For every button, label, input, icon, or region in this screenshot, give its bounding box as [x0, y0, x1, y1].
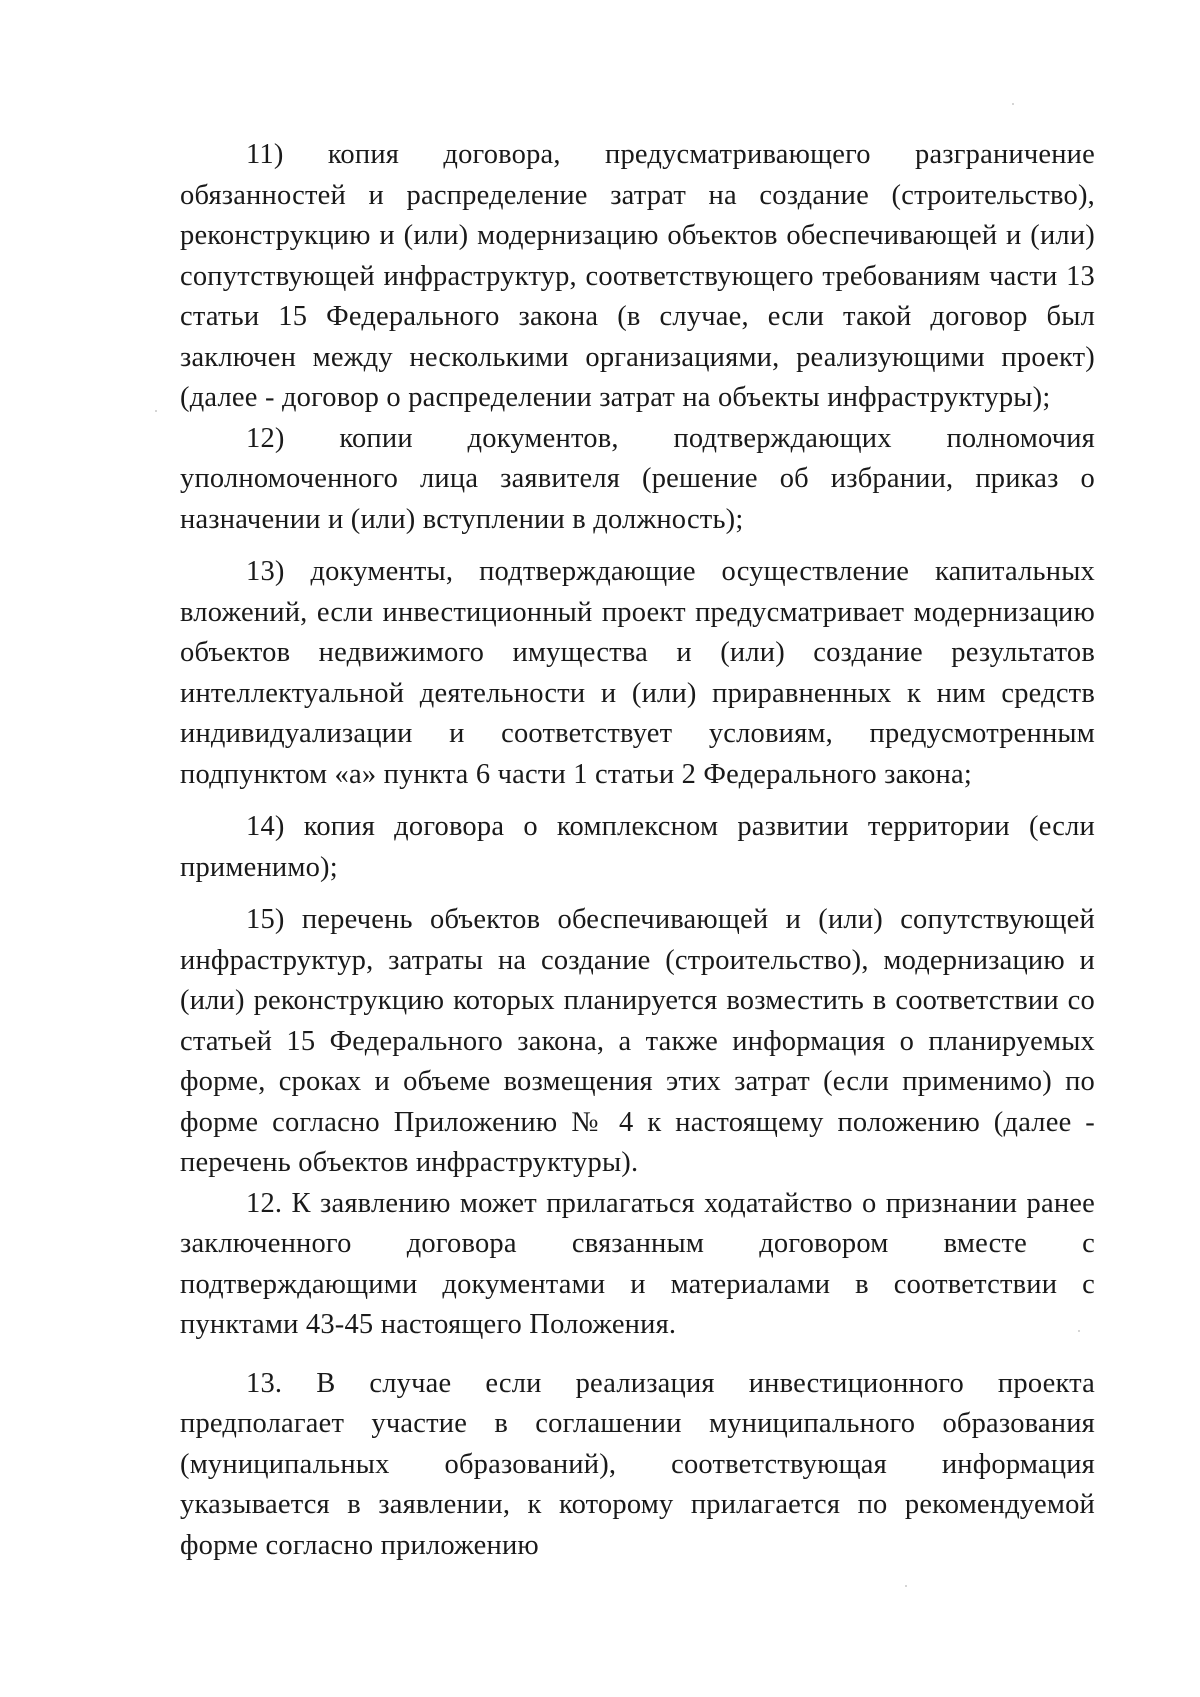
list-item-13: 13) документы, подтверждающие осуществление капитальных вложений, если инвестиционный проект предусматривает модернизацию объектов недвижимого имущества и (или) создание результатов интеллектуальной деятельности и (или) приравненных к ним средств индивидуализации и соответствует условиям, предусмотренным подпунктом «а» пункта 6 части 1 статьи 2 Федерального закона; — [180, 556, 1095, 790]
list-item-14: 14) копия договора о комплексном развитии территории (если применимо); — [180, 811, 1095, 883]
scan-speck — [155, 410, 157, 412]
scan-speck — [905, 1585, 907, 1587]
list-item-12: 12) копии документов, подтверждающих полномочия уполномоченного лица заявителя (решение об избрании, приказ о назначении и (или) вступлении в должность); — [180, 422, 1095, 535]
clause-12: 12. К заявлению может прилагаться ходатайство о признании ранее заключенного договора связанным договором вместе с подтверждающими документами и материалами в соответствии с пунктами 43-45 настоящего Положения. — [180, 1187, 1095, 1340]
clause-13: 13. В случае если реализация инвестиционного проекта предполагает участие в соглашении муниципального образования (муниципальных образований), соответствующая информация указывается в заявлении, к которому прилагается по рекомендуемой форме согласно приложению — [180, 1367, 1095, 1561]
document-body — [180, 135, 1095, 1566]
list-item-11: 11) копия договора, предусматривающего разграничение обязанностей и распределение затрат на создание (строительство), реконструкцию и (или) модернизацию объектов обеспечивающей и (или) сопутствующей инфраструктур, соответствующего требованиям части 13 статьи 15 Федерального закона (в случае, если такой договор был заключен между несколькими организациями, реализующими проект) (далее - договор о распределении затрат на объекты инфраструктуры); — [180, 139, 1095, 413]
scan-speck — [1012, 103, 1014, 105]
list-item-15: 15) перечень объектов обеспечивающей и (или) сопутствующей инфраструктур, затраты на создание (строительство), модернизацию и (или) реконструкцию которых планируется возместить в соответствии со статьей 15 Федерального закона, а также информация о планируемых форме, сроках и объеме возмещения этих затрат (если применимо) по форме согласно Приложению № 4 к настоящему положению (далее - перечень объектов инфраструктуры). — [180, 904, 1095, 1178]
